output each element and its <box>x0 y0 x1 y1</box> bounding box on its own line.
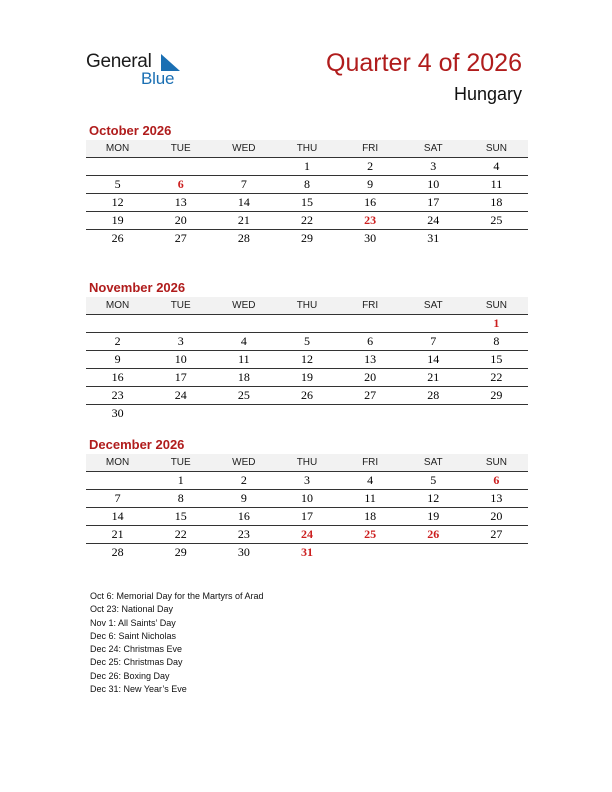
weekday-header: TUE <box>149 454 212 472</box>
weekday-header: MON <box>86 454 149 472</box>
weekday-header: MON <box>86 297 149 315</box>
day-cell: 28 <box>237 231 250 245</box>
empty-day-cell <box>339 315 402 333</box>
empty-day-cell <box>402 315 465 333</box>
week-row <box>86 490 528 508</box>
day-cell: 13 <box>339 351 402 369</box>
empty-day-cell <box>465 405 528 423</box>
weekday-header: TUE <box>149 140 212 158</box>
week-row <box>86 472 528 490</box>
day-cell: 26 <box>111 231 124 245</box>
holiday-note: Dec 31: New Year’s Eve <box>90 684 187 695</box>
day-cell: 7 <box>402 333 465 351</box>
day-cell: 6 <box>149 176 212 194</box>
day-cell: 25 <box>339 526 402 544</box>
day-cell: 5 <box>86 176 149 194</box>
day-cell: 25 <box>212 387 275 405</box>
month-title: December 2026 <box>89 437 185 452</box>
day-cell: 26 <box>402 526 465 544</box>
month-title: November 2026 <box>89 280 186 295</box>
weekday-header: SUN <box>465 140 528 158</box>
day-cell: 26 <box>275 387 338 405</box>
holiday-note: Oct 6: Memorial Day for the Martyrs of Arad <box>90 591 264 601</box>
day-cell: 11 <box>465 176 528 194</box>
day-cell: 9 <box>212 490 275 508</box>
holiday-note: Dec 24: Christmas Eve <box>90 644 183 655</box>
day-cell: 15 <box>275 194 338 212</box>
weekday-header: SAT <box>402 454 465 472</box>
day-cell: 24 <box>275 526 338 544</box>
day-cell: 18 <box>339 508 402 526</box>
day-cell: 9 <box>339 176 402 194</box>
day-cell: 31 <box>300 545 313 559</box>
empty-day-cell <box>86 315 149 333</box>
day-cell: 14 <box>86 508 149 526</box>
day-cell: 10 <box>402 176 465 194</box>
day-cell: 17 <box>149 369 212 387</box>
day-cell: 11 <box>212 351 275 369</box>
day-cell: 2 <box>86 333 149 351</box>
generalblue-logo <box>86 51 196 91</box>
week-row <box>86 315 528 333</box>
empty-day-cell <box>275 315 338 333</box>
weekday-header: THU <box>275 140 338 158</box>
day-cell: 5 <box>402 472 465 490</box>
empty-day-cell <box>465 544 528 562</box>
month-october <box>86 122 528 247</box>
empty-day-cell <box>339 405 402 423</box>
empty-day-cell <box>212 158 275 176</box>
day-cell: 29 <box>465 387 528 405</box>
day-cell: 1 <box>465 315 528 333</box>
day-cell: 12 <box>86 194 149 212</box>
week-row <box>86 544 528 562</box>
month-title: October 2026 <box>89 123 172 138</box>
holiday-note: Dec 25: Christmas Day <box>90 657 183 668</box>
holiday-note: Oct 23: National Day <box>90 604 174 615</box>
calendar-grid <box>86 454 528 561</box>
weekday-header: WED <box>212 454 275 472</box>
empty-day-cell <box>212 405 275 423</box>
calendar-grid <box>86 297 528 422</box>
weekday-header: SUN <box>465 297 528 315</box>
day-cell: 23 <box>212 526 275 544</box>
week-row <box>86 333 528 351</box>
logo-text-blue: Blue <box>141 69 175 88</box>
day-cell: 25 <box>465 212 528 230</box>
day-cell: 28 <box>111 545 124 559</box>
week-row <box>86 158 528 176</box>
day-cell: 19 <box>402 508 465 526</box>
day-cell: 16 <box>212 508 275 526</box>
week-row <box>86 230 528 248</box>
weekday-header: WED <box>212 297 275 315</box>
day-cell: 23 <box>339 212 402 230</box>
day-cell: 1 <box>149 472 212 490</box>
day-cell: 15 <box>149 508 212 526</box>
day-cell: 2 <box>212 472 275 490</box>
day-cell: 1 <box>275 158 338 176</box>
day-cell: 28 <box>402 387 465 405</box>
day-cell: 6 <box>339 333 402 351</box>
empty-day-cell <box>402 544 465 562</box>
day-cell: 15 <box>465 351 528 369</box>
empty-day-cell <box>149 315 212 333</box>
day-cell: 5 <box>275 333 338 351</box>
day-cell: 27 <box>339 387 402 405</box>
day-cell: 27 <box>465 526 528 544</box>
day-cell: 12 <box>275 351 338 369</box>
empty-day-cell <box>149 158 212 176</box>
day-cell: 22 <box>465 369 528 387</box>
day-cell: 21 <box>86 526 149 544</box>
week-row <box>86 194 528 212</box>
empty-day-cell <box>86 158 149 176</box>
day-cell: 31 <box>427 231 440 245</box>
weekday-header: TUE <box>149 297 212 315</box>
day-cell: 17 <box>402 194 465 212</box>
week-row <box>86 212 528 230</box>
day-cell: 3 <box>402 158 465 176</box>
empty-day-cell <box>212 315 275 333</box>
empty-day-cell <box>149 405 212 423</box>
day-cell: 9 <box>86 351 149 369</box>
day-cell: 19 <box>275 369 338 387</box>
day-cell: 16 <box>86 369 149 387</box>
day-cell: 23 <box>86 387 149 405</box>
day-cell: 20 <box>149 212 212 230</box>
empty-day-cell <box>275 405 338 423</box>
day-cell: 10 <box>275 490 338 508</box>
calendar-grid <box>86 140 528 247</box>
day-cell: 16 <box>339 194 402 212</box>
day-cell: 20 <box>465 508 528 526</box>
weekday-header: SAT <box>402 140 465 158</box>
day-cell: 30 <box>111 406 124 420</box>
day-cell: 18 <box>465 194 528 212</box>
day-cell: 12 <box>402 490 465 508</box>
empty-day-cell <box>86 472 149 490</box>
day-cell: 3 <box>149 333 212 351</box>
weekday-header: FRI <box>339 454 402 472</box>
day-cell: 30 <box>237 545 250 559</box>
holiday-notes <box>90 590 264 696</box>
month-november <box>86 279 528 422</box>
week-row <box>86 405 528 423</box>
day-cell: 14 <box>212 194 275 212</box>
weekday-header: FRI <box>339 297 402 315</box>
page-title: Quarter 4 of 2026 <box>326 49 522 77</box>
day-cell: 27 <box>174 231 187 245</box>
week-row <box>86 351 528 369</box>
weekday-header: SUN <box>465 454 528 472</box>
weekday-header: MON <box>86 140 149 158</box>
day-cell: 18 <box>212 369 275 387</box>
day-cell: 11 <box>339 490 402 508</box>
country-name: Hungary <box>453 84 522 104</box>
weekday-header: THU <box>275 454 338 472</box>
weekday-header: SAT <box>402 297 465 315</box>
day-cell: 30 <box>364 231 377 245</box>
day-cell: 7 <box>212 176 275 194</box>
weekday-header: THU <box>275 297 338 315</box>
day-cell: 22 <box>275 212 338 230</box>
holiday-note: Dec 26: Boxing Day <box>90 670 170 681</box>
day-cell: 24 <box>149 387 212 405</box>
day-cell: 8 <box>275 176 338 194</box>
day-cell: 17 <box>275 508 338 526</box>
holiday-note: Dec 6: Saint Nicholas <box>90 630 177 641</box>
month-december <box>86 436 528 561</box>
week-row <box>86 176 528 194</box>
day-cell: 3 <box>275 472 338 490</box>
day-cell: 2 <box>339 158 402 176</box>
day-cell: 8 <box>465 333 528 351</box>
empty-day-cell <box>339 544 402 562</box>
day-cell: 24 <box>402 212 465 230</box>
day-cell: 22 <box>149 526 212 544</box>
week-row <box>86 369 528 387</box>
weekday-header: WED <box>212 140 275 158</box>
empty-day-cell <box>402 405 465 423</box>
day-cell: 6 <box>465 472 528 490</box>
week-row <box>86 508 528 526</box>
day-cell: 21 <box>212 212 275 230</box>
day-cell: 8 <box>149 490 212 508</box>
day-cell: 14 <box>402 351 465 369</box>
logo-text-general: General <box>86 51 152 72</box>
week-row <box>86 526 528 544</box>
day-cell: 29 <box>300 231 313 245</box>
week-row <box>86 387 528 405</box>
weekday-header: FRI <box>339 140 402 158</box>
holiday-note: Nov 1: All Saints’ Day <box>90 617 176 628</box>
day-cell: 10 <box>149 351 212 369</box>
day-cell: 20 <box>339 369 402 387</box>
empty-day-cell <box>465 230 528 248</box>
day-cell: 21 <box>402 369 465 387</box>
day-cell: 4 <box>339 472 402 490</box>
day-cell: 4 <box>212 333 275 351</box>
day-cell: 19 <box>86 212 149 230</box>
day-cell: 4 <box>465 158 528 176</box>
day-cell: 13 <box>149 194 212 212</box>
day-cell: 7 <box>86 490 149 508</box>
day-cell: 13 <box>465 490 528 508</box>
day-cell: 29 <box>174 545 187 559</box>
